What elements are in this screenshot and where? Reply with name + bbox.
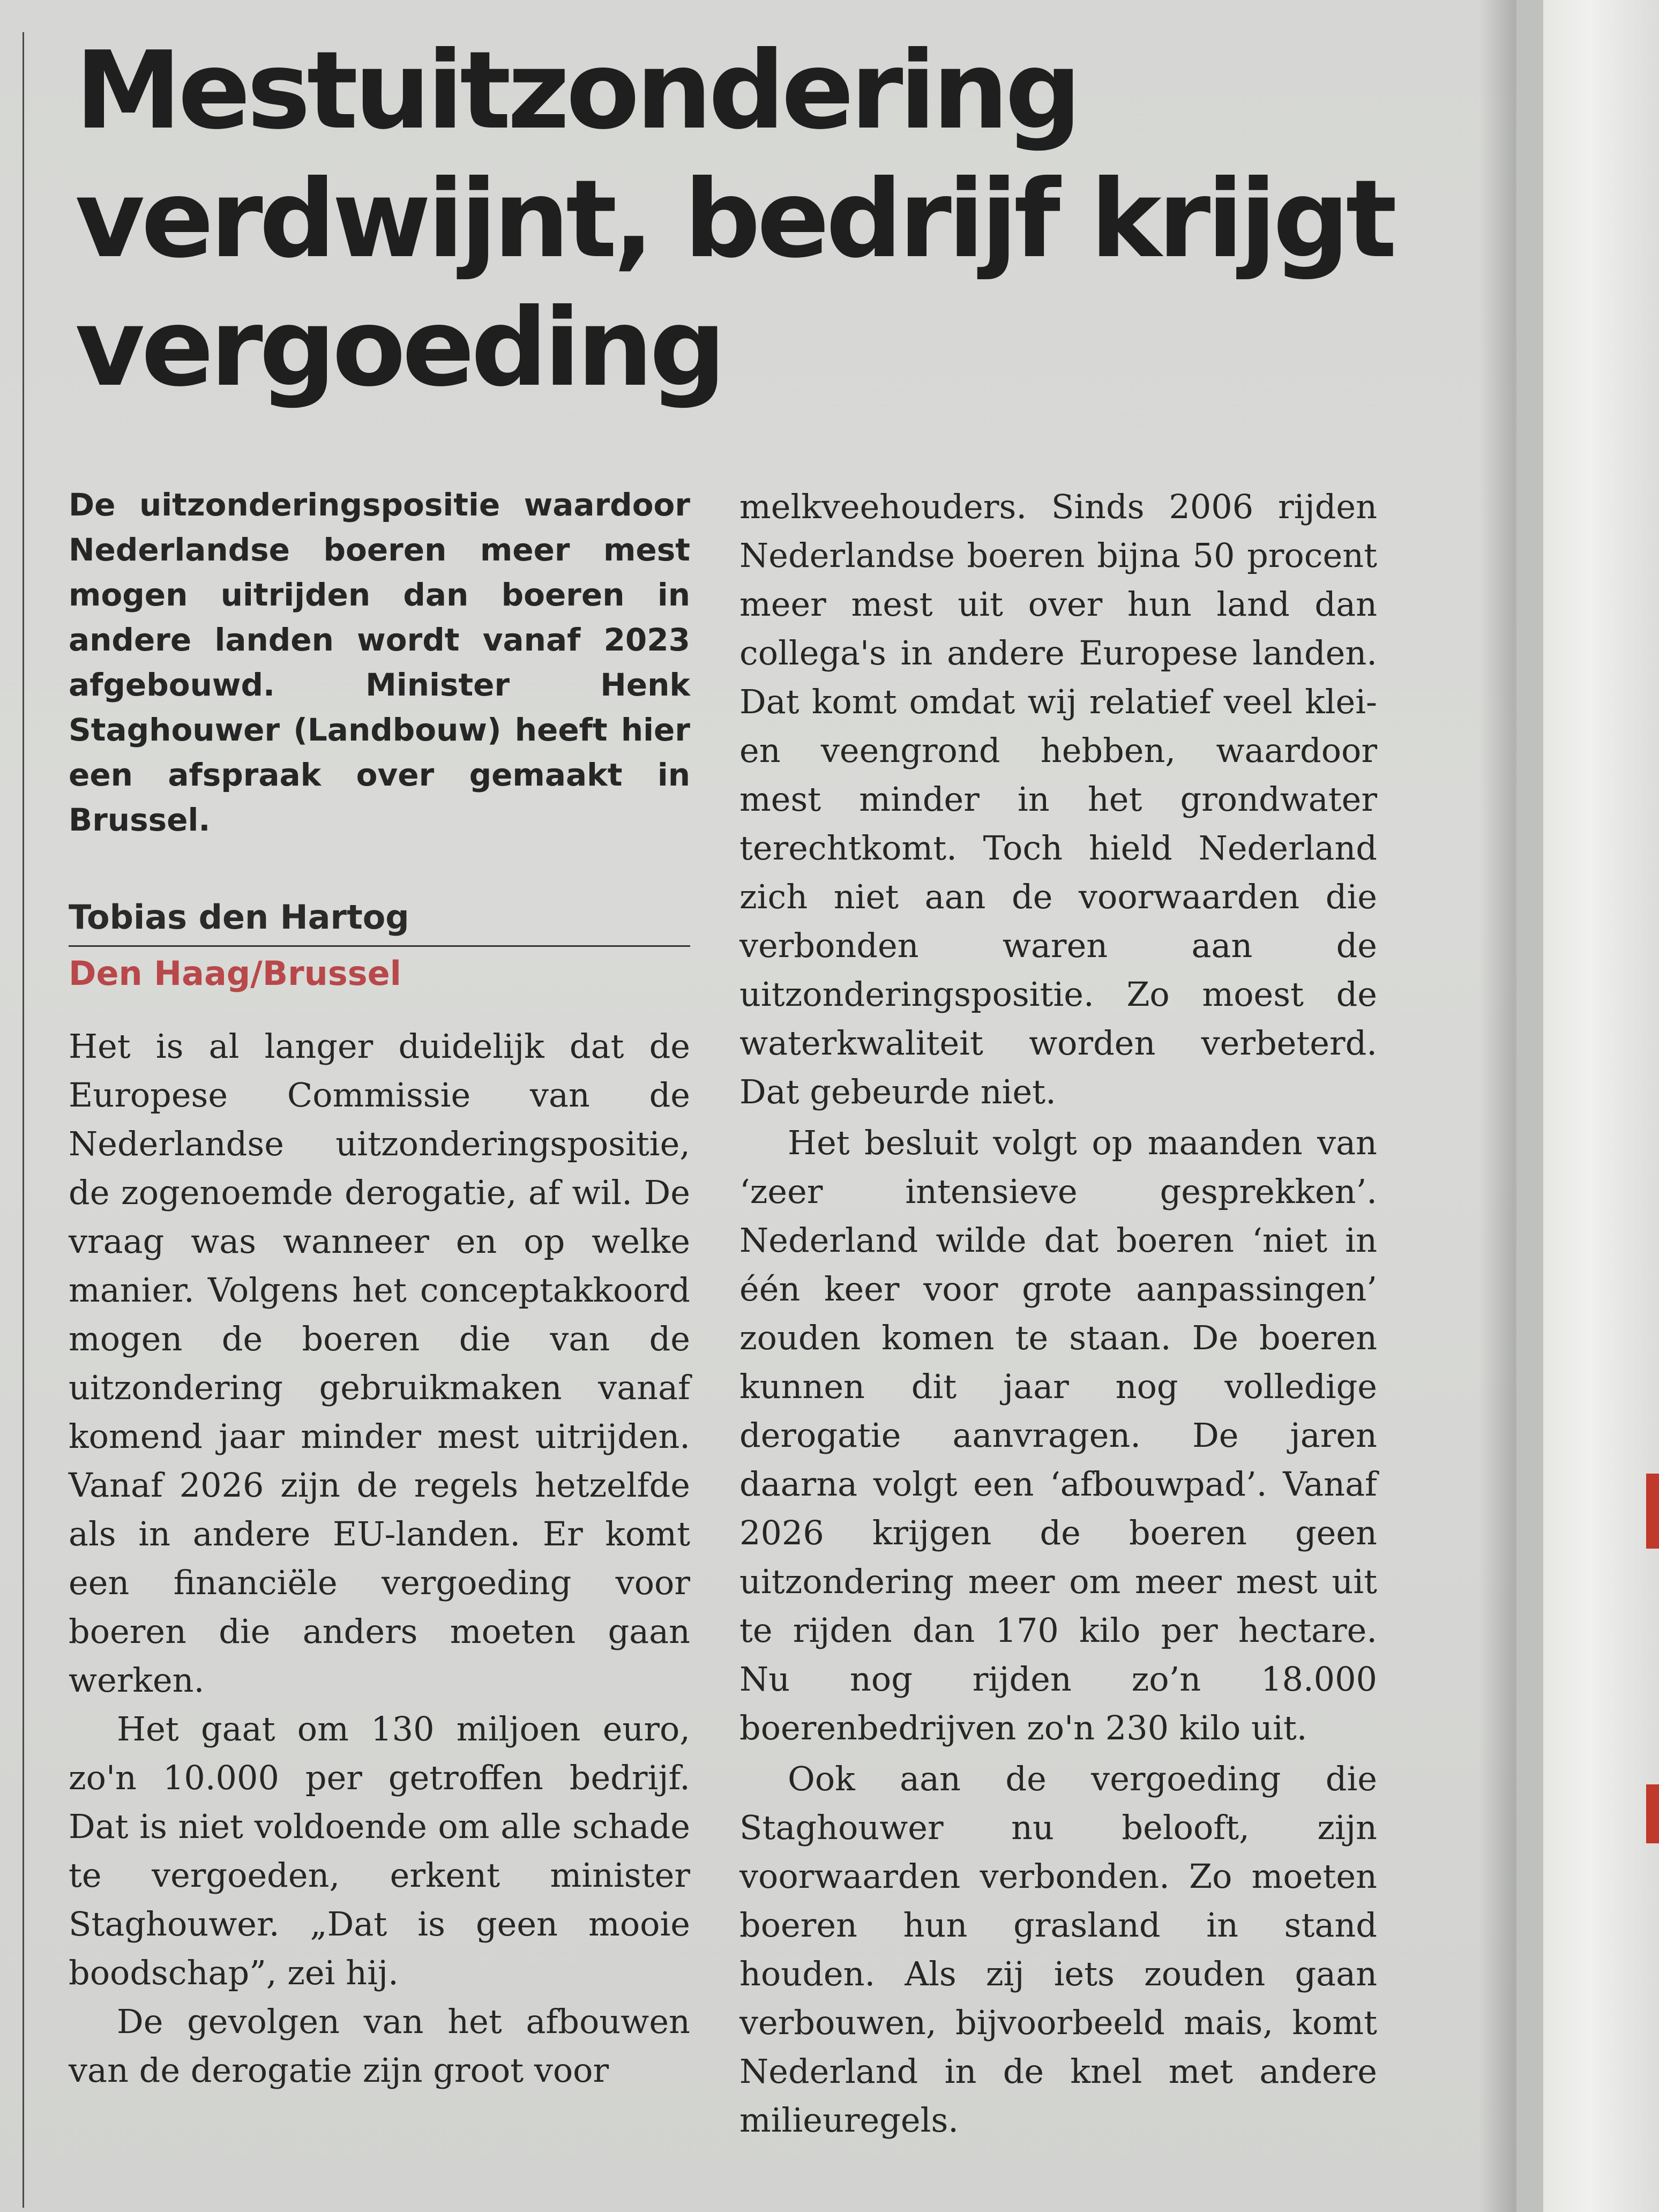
body-paragraph-3: De gevolgen van het afbouwen van de derogatie zijn groot voor [69,2002,690,2090]
adjacent-page-red-mark [1646,1474,1659,1549]
article-column-right [739,482,1377,2144]
page-fold-shadow [1479,0,1516,2212]
body-paragraph-2: Het gaat om 130 miljoen euro, zo'n 10.000 per getroffen bedrijf. Dat is niet voldoende om alle schade te vergoeden, erkent minister Staghouwer. „Dat is geen mooie boodschap”, zei hij. [69,1709,690,1992]
adjacent-page-edge [1543,0,1659,2212]
adjacent-page-red-mark [1646,1784,1659,1843]
body-paragraph-1: Het is al langer duidelijk dat de Europese Commissie van de Nederlandse uitzonderingspositie, de zogenoemde derogatie, af wil. De vraag was wanneer en op welke manier. Volgens het conceptakkoord mogen de boeren die van de uitzondering gebruikmaken vanaf komend jaar minder mest uitrijden. Vanaf 2026 zijn de regels hetzelfde als in andere EU-landen. Er komt een financiële vergoeding voor boeren die anders moeten gaan werken. [69,1027,690,1700]
dateline: Den Haag/Brussel [69,954,401,993]
article-column-left [69,482,690,2095]
column-rule [23,32,24,2208]
author-byline: Tobias den Hartog [69,896,690,947]
headline: Mestuitzondering verdwijnt, bedrijf krijgt vergoeding [75,28,1394,410]
article-intro: De uitzonderingspositie waardoor Nederlandse boeren meer mest mogen uitrijden dan boeren in andere landen wordt vanaf 2023 afgebouwd. Minister Henk Staghouwer (Landbouw) heeft hier een afspraak over gemaakt in Brussel. [69,487,690,838]
body-paragraph-3-continued: melkveehouders. Sinds 2006 rijden Nederlandse boeren bijna 50 procent meer mest uit over hun land dan collega's in andere Europese landen. Dat komt omdat wij relatief veel klei- en veengrond hebben, waardoor mest minder in het grondwater terechtkomt. Toch hield Nederland zich niet aan de voorwaarden die verbonden waren aan de uitzonderingspositie. Zo moest de waterkwaliteit worden verbeterd. Dat gebeurde niet. [739,487,1377,1111]
body-paragraph-4: Het besluit volgt op maanden van ‘zeer intensieve gesprekken’. Nederland wilde dat boeren ‘niet in één keer voor grote aanpassingen’ zouden komen te staan. De boeren kunnen dit jaar nog volledige derogatie aanvragen. De jaren daarna volgt een ‘afbouwpad’. Vanaf 2026 krijgen de boeren geen uitzondering meer om meer mest uit te rijden dan 170 kilo per hectare. Nu nog rijden zo’n 18.000 boerenbedrijven zo'n 230 kilo uit. [739,1123,1377,1747]
body-paragraph-5: Ook aan de vergoeding die Staghouwer nu belooft, zijn voorwaarden verbonden. Zo moeten boeren hun grasland in stand houden. Als zij iets zouden gaan verbouwen, bijvoorbeeld mais, komt Nederland in de knel met andere milieuregels. [739,1759,1377,2140]
